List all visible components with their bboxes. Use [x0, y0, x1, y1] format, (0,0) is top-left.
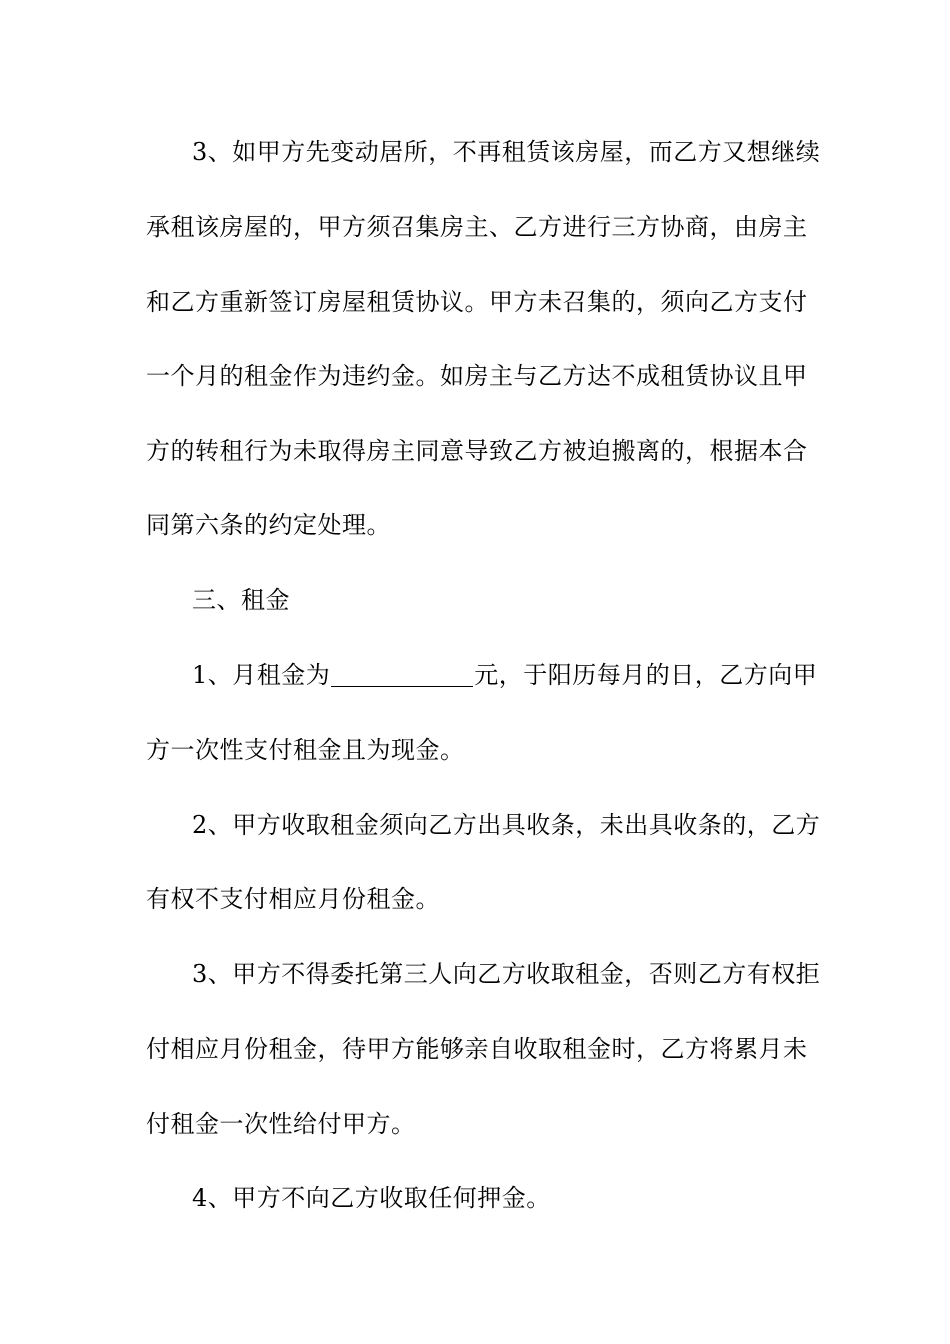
- paragraph-line: 有权不支付相应月份租金。: [146, 885, 440, 913]
- paragraph-line: 2、甲方收取租金须向乙方出具收条，未出具收条的，乙方: [192, 811, 821, 839]
- paragraph-line: 方的转租行为未取得房主同意导致乙方被迫搬离的，根据本合: [146, 437, 808, 465]
- paragraph-line: 同第六条的约定处理。: [146, 511, 391, 539]
- paragraph-line: 4、甲方不向乙方收取任何押金。: [192, 1184, 551, 1212]
- section-heading: 三、租金: [192, 586, 290, 614]
- paragraph-line: 付相应月份租金，待甲方能够亲自收取租金时，乙方将累月未: [146, 1035, 808, 1063]
- rent-amount-blank: [331, 660, 473, 687]
- paragraph-line: 方一次性支付租金且为现金。: [146, 736, 465, 764]
- paragraph-line: 付租金一次性给付甲方。: [146, 1110, 416, 1138]
- paragraph-line: 3、甲方不得委托第三人向乙方收取租金，否则乙方有权拒: [192, 960, 821, 988]
- rent-label-suffix: 元，于阳历每月的日，乙方向甲: [474, 661, 818, 689]
- paragraph-line: 承租该房屋的，甲方须召集房主、乙方进行三方协商，由房主: [146, 213, 808, 241]
- paragraph-line: 一个月的租金作为违约金。如房主与乙方达不成租赁协议且甲: [146, 362, 808, 390]
- paragraph-line: 和乙方重新签订房屋租赁协议。甲方未召集的，须向乙方支付: [146, 288, 808, 316]
- paragraph-line: 3、如甲方先变动居所，不再租赁该房屋，而乙方又想继续: [192, 138, 821, 166]
- paragraph-line-rent: [192, 655, 857, 695]
- rent-label: 1、月租金为: [192, 661, 331, 689]
